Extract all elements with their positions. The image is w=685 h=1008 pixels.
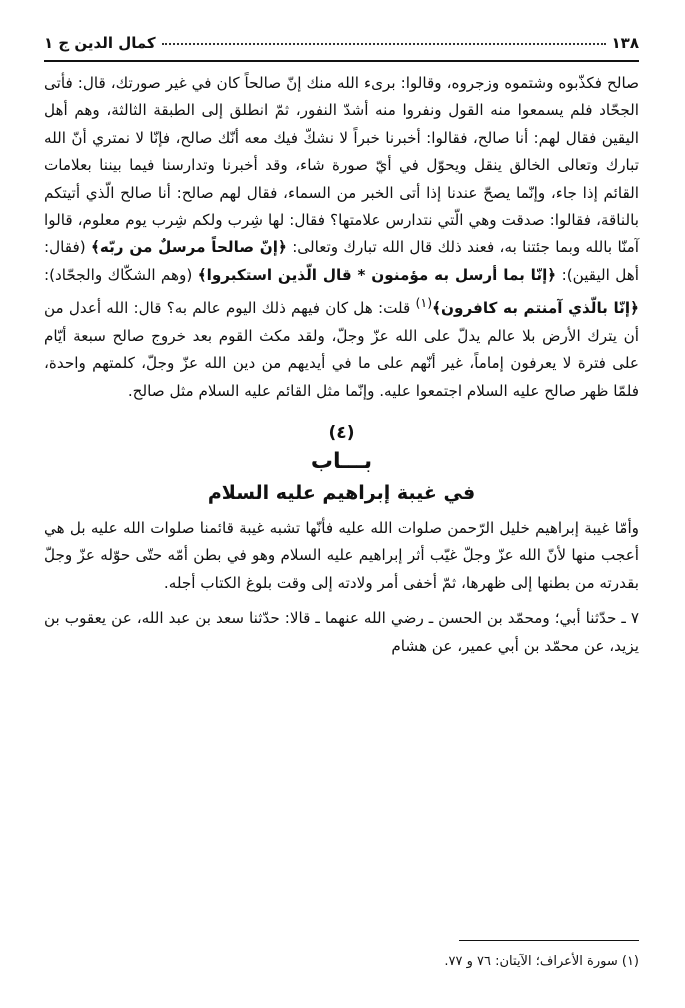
narration-text: قلت: هل كان فيهم ذلك اليوم عالم به؟ قال: الله أعدل من أن يترك الأرض بلا عالم يدلّ على الله عزّ وجلّ، ولقد مكث القوم بعد خروج صالح سبعة أيّام على فترة لا يعرفون إماماً، غير أنّهم على ما في أيديهم من دين الله عزّ وجلّ، كلمتهم واحدة، فلمّا ظهر صالح عليه السلام اجتمعوا عليه. وإنّما مثل القائم عليه السلام مثل صالح. bbox=[44, 299, 639, 400]
salih-text: صالح فكذّبوه وشتموه وزجروه، وقالوا: برىء الله منك إنّ صالحاً كان في غير صورتك، قال: فأتى الجحّاد فلم يسمعوا منه القول ونفروا منه أشدّ النفور، ثمّ انطلق إلى الطبقة الثالثة، وهم أهل اليقين فقال لهم: أنا صالح، فقالوا: أخبرنا خبراً لا نشكّ فيك معه أنّك صالح، فإنّا لا نمتري أنّ الله تبارك وتعالى الخالق ينقل ويحوّل في أيّ صورة شاء، وقد أخبرنا وتدارسنا فيما بيننا بعلامات القائم إذا جاء، وإنّما يصحّ عندنا إذا أتى الخبر من السماء، فقال لهم صالح: أنا صالح الّذي أتيتكم بالناقة، فقالوا: صدقت وهي الّتي نتدارس علامتها؟ فقال: لها شِرب ولكم شِرب يوم معلوم، قالوا آمنّا بالله وبما جئتنا به، فعند ذلك قال الله تبارك وتعالى: bbox=[44, 74, 640, 257]
interjection: (فقال: أهل اليقين): bbox=[44, 238, 640, 284]
footnote-rule bbox=[459, 940, 639, 941]
chapter-title: في غيبة إبراهيم عليه السلام bbox=[207, 481, 476, 504]
page-number: ١٣٨ bbox=[611, 34, 639, 52]
quran-verse: ﴿إنّ صالحاً مرسلٌ من ربّه﴾ bbox=[90, 238, 287, 257]
header-rule bbox=[44, 60, 639, 62]
chapter-bab-heading: بـــاب bbox=[310, 448, 373, 474]
footnote-marker: (١) bbox=[415, 295, 433, 311]
header-dot-leader bbox=[162, 42, 606, 45]
footnote: (١) سورة الأعراف؛ الآيتان: ٧٦ و ٧٧. bbox=[444, 954, 639, 969]
quran-verse: ﴿إنّا بما أرسل به مؤمنون * قال الّذين استكبروا﴾ bbox=[197, 265, 557, 284]
chapter-number: (٤) bbox=[328, 422, 355, 443]
running-title: كمال الدين ج ١ bbox=[44, 34, 156, 52]
running-header bbox=[44, 28, 639, 58]
quran-verse: ﴿إنّا بالّذي آمنتم به كافرون﴾ bbox=[432, 299, 639, 318]
ibrahim-paragraph: وأمّا غيبة إبراهيم خليل الرّحمن صلوات الله عليه فأنّها تشبه غيبة قائمنا صلوات الله عليه بل هي أعجب منها لأنّ الله عزّ وجلّ غيّب أثر إبراهيم عليه السلام وهو في بطن أمّه حتّى حوّله عزّ وجلّ بقدرته من بطنها إلى ظهرها، ثمّ أخفى أمر ولادته إلى وقت بلوغ الكتاب أجله. bbox=[44, 518, 639, 592]
salih-paragraph bbox=[44, 70, 639, 405]
hadith-paragraph: ٧ ـ حدّثنا أبي؛ ومحمّد بن الحسن ـ رضي الله عنهما ـ قالا: حدّثنا سعد بن عبد الله، عن يعقوب بن يزيد، عن محمّد بن أبي عمير، عن هشام bbox=[44, 609, 639, 655]
interjection: (وهم الشكّاك والجحّاد): bbox=[44, 265, 193, 284]
page-body bbox=[44, 70, 639, 660]
